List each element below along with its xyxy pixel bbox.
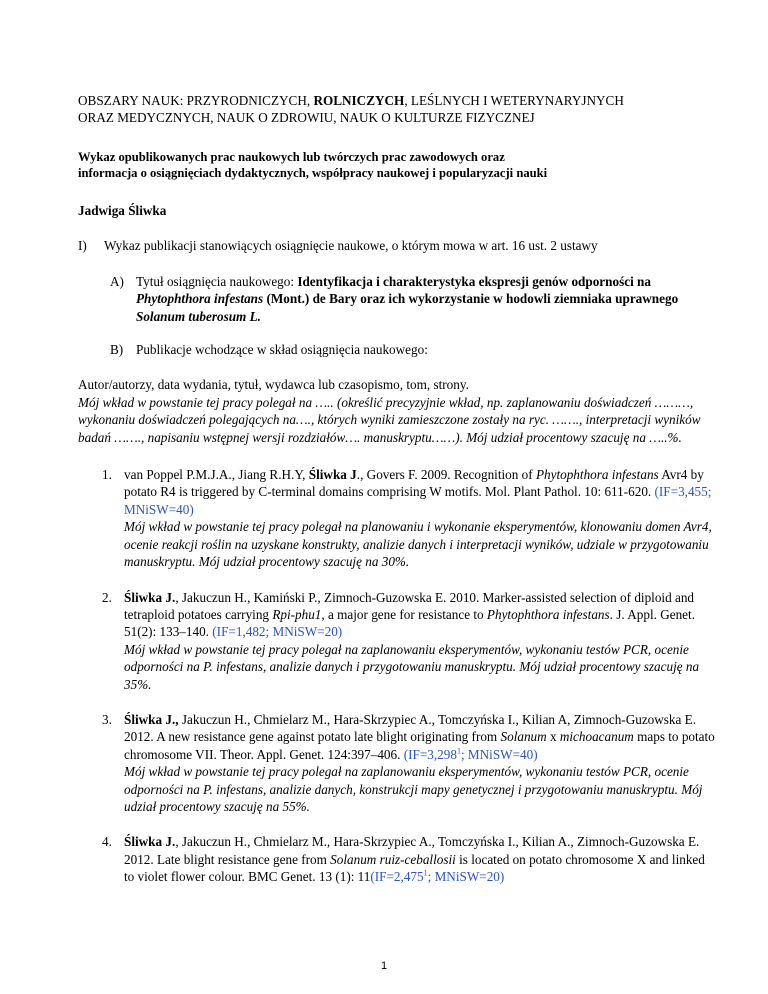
- citation-author: Śliwka J.: [124, 589, 176, 605]
- section-b: [110, 341, 718, 358]
- section-number: A): [110, 273, 124, 289]
- header-text: OBSZARY NAUK: PRZYRODNICZYCH,: [78, 93, 314, 108]
- citation-text: is located on potato chromosome X and linked to violet flower colour. BMC Genet. 13 (1): 11: [124, 851, 705, 885]
- citation-gene: Rpi-phu1: [272, 606, 322, 622]
- section-number: I): [78, 238, 87, 254]
- achievement-label: Tytuł osiągnięcia naukowego:: [136, 273, 298, 289]
- citation-species: Solanum ruiz-ceballosii: [330, 851, 456, 867]
- document-page: [78, 92, 718, 904]
- citation-text: , Jakuczun H., Kamiński P., Zimnoch-Guzowska E. 2010. Marker-assisted selection of diploid and tetraploid potatoes carrying: [124, 589, 695, 622]
- subtitle-line: Wykaz opublikowanych prac naukowych lub twórczych prac zawodowych oraz: [78, 149, 505, 164]
- citation-metrics: (IF=3,455; MNiSW=40): [124, 484, 712, 517]
- citation-text: . J. Appl. Genet. 51(2): 133–140.: [124, 606, 695, 640]
- achievement-title-text: (Mont.) de Bary oraz ich wykorzystanie w hodowli ziemniaka uprawnego: [263, 291, 679, 307]
- citation-text: x: [546, 729, 560, 745]
- achievement-title-text: Phytophthora infestans: [136, 291, 264, 307]
- publication-citation: [124, 833, 718, 885]
- publication-contribution: Mój wkład w powstanie tej pracy polegał na planowaniu i wykonanie eksperymentów, klonowaniu domen Avr4, ocenie reakcji roślin na uzyskane konstrukty, analizie danych i interpretacji wyników, udziale w przygotowaniu manuskryptu. Mój udział procentowy szacuję na 30%.: [124, 519, 712, 570]
- citation-species: michoacanum: [559, 729, 634, 745]
- instructions: [78, 376, 718, 446]
- subtitle-line: informacja o osiągnięciach dydaktycznych, współpracy naukowej i popularyzacji nauki: [78, 166, 548, 181]
- metrics-text: ; MNiSW=40): [460, 746, 538, 762]
- citation-species: Phytophthora infestans: [535, 467, 659, 483]
- metrics-footnote: 1: [456, 746, 461, 756]
- publication-number: 3.: [102, 711, 112, 727]
- publication-contribution: Mój wkład w powstanie tej pracy polegał na zaplanowaniu eksperymentów, wykonaniu testów PCR, ocenie odporności na P. infestans, analizie danych i przygotowaniu manuskryptu. Mój udział procentowy szacuję na 35%.: [124, 641, 700, 692]
- publication-item: [102, 466, 718, 570]
- citation-metrics: (IF=1,482; MNiSW=20): [212, 624, 343, 640]
- citation-text: Jakuczun H., Chmielarz M., Hara-Skrzypiec A., Tomczyńska I., Kilian A, Zimnoch-Guzowska E. 2012. A new resistance gene against potato late blight originating from: [124, 711, 697, 745]
- document-header: [78, 92, 718, 127]
- citation-text: , a major gene for resistance to: [321, 606, 487, 622]
- section-title: Wykaz publikacji stanowiących osiągnięcie naukowe, o którym mowa w art. 16 ust. 2 ustawy: [104, 238, 598, 254]
- citation-author: Śliwka J.,: [124, 711, 179, 727]
- citation-text: van Poppel P.M.J.A., Jiang R.H.Y,: [124, 467, 309, 483]
- citation-text: maps to potato chromosome VII. Theor. Appl. Genet. 124:397–406.: [124, 729, 715, 762]
- publication-item: [102, 711, 718, 815]
- publication-contribution: Mój wkład w powstanie tej pracy polegał na zaplanowaniu eksperymentów, wykonaniu testów PCR, ocenie odporności na P. infestans, analizie danych, konstrukcji mapy genetycznej i przygotowaniu manuskryptu. Mój udział procentowy szacuję na 55%.: [124, 764, 703, 814]
- citation-text: ., Govers F. 2009. Recognition of: [356, 467, 536, 483]
- metrics-footnote: 1: [423, 868, 428, 878]
- section-i: [78, 237, 718, 254]
- header-emphasis: ROLNICZYCH: [313, 93, 405, 108]
- section-a: [110, 273, 718, 325]
- author-name: Jadwiga Śliwka: [78, 203, 167, 218]
- citation-species: Solanum: [500, 729, 547, 745]
- instructions-line: Autor/autorzy, data wydania, tytuł, wydawca lub czasopismo, tom, strony.: [78, 377, 469, 393]
- publication-item: [102, 589, 718, 693]
- metrics-text: (IF=2,475: [370, 869, 424, 885]
- publication-number: 2.: [102, 589, 112, 605]
- achievement-title-text: Identyfikacja i charakterystyka ekspresji genów odporności na: [297, 273, 651, 289]
- page-number: 1: [380, 960, 388, 972]
- document-subtitle: [78, 149, 718, 182]
- achievement-title: [136, 273, 718, 325]
- header-text: ORAZ MEDYCZNYCH, NAUK O ZDROWIU, NAUK O KULTURZE FIZYCZNEJ: [78, 110, 535, 126]
- publication-number: 1.: [102, 467, 112, 483]
- header-text: , LEŚLNYCH I WETERYNARYJNYCH: [404, 93, 624, 108]
- section-title: Publikacje wchodzące w skład osiągnięcia naukowego:: [136, 342, 428, 358]
- citation-text: Avr4 by potato R4 is triggered by C-terminal domains comprising W motifs. Mol. Plant Pathol. 10: 611-620.: [124, 467, 704, 500]
- publication-citation: [124, 711, 718, 763]
- citation-text: , Jakuczun H., Chmielarz M., Hara-Skrzypiec A., Tomczyńska I., Kilian A., Zimnoch-Guzowska E. 2012. Late blight resistance gene from: [124, 834, 700, 867]
- citation-metrics: [404, 747, 538, 762]
- metrics-text: (IF=3,298: [403, 746, 457, 762]
- citation-author: Śliwka J.: [124, 834, 176, 850]
- citation-species: Phytophthora infestans: [486, 606, 610, 622]
- citation-metrics: [370, 869, 504, 884]
- publication-citation: [124, 589, 718, 641]
- metrics-text: ; MNiSW=20): [427, 869, 505, 885]
- instructions-italic: Mój wkład w powstanie tej pracy polegał na ….. (określić precyzyjnie wkład, np. zaplanowaniu doświadczeń ………, wykonaniu doświadczeń polegających na…., których wyniki zamieszczone zostały na ryc. ……., interpretacji wyników badań ……., napisaniu wstępnej wersji rozdziałów…. manuskryptu……). Mój udział procentowy szacuję na …..%.: [78, 394, 701, 445]
- achievement-title-text: Solanum tuberosum L.: [136, 308, 261, 324]
- publication-number: 4.: [102, 834, 112, 850]
- publication-item: [102, 833, 718, 885]
- section-number: B): [110, 342, 124, 358]
- publication-citation: [124, 466, 718, 518]
- citation-author: Śliwka J: [308, 467, 357, 483]
